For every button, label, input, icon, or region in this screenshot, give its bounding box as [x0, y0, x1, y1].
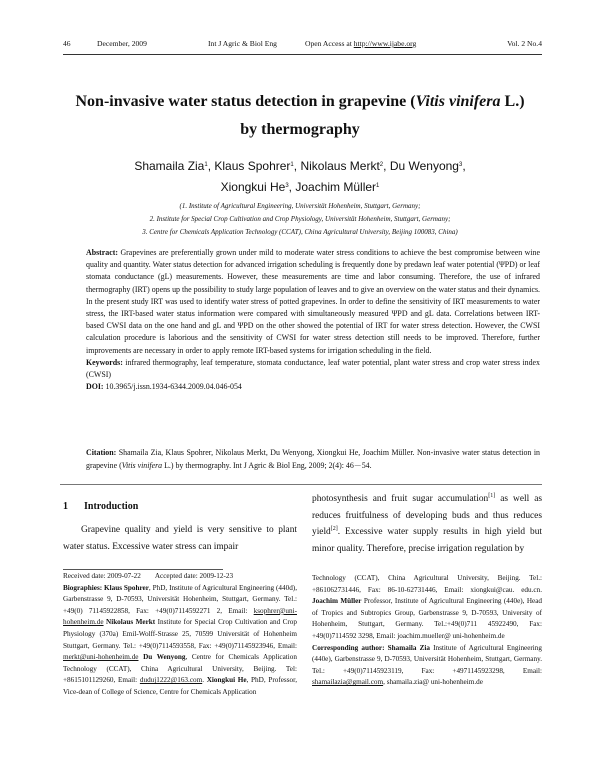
bio-text: Technology (CCAT), China Agricultural University, Beijing. Tel.: +861062731446, Fax: 86-10-62731446, Email: xiongkui@cau. edu.cn. [312, 574, 542, 594]
title-species: Vitis vinifera [415, 93, 501, 110]
body-text-run: as well as reduces fruitfulness of developing buds and thus reduces yield [312, 494, 543, 538]
citation-label: Citation: [86, 448, 117, 457]
footnote-continued [312, 573, 542, 643]
section-title: Introduction [84, 501, 139, 512]
abstract-label: Abstract: [86, 248, 118, 257]
body-text-run: photosynthesis and fruit sugar accumulation [312, 494, 489, 504]
email-link[interactable]: duduj1222@163.com [139, 676, 203, 685]
citation-text-end: L.) by thermography. Int J Agric & Biol Eng, 2009; 2(4): 46－54. [162, 460, 372, 470]
keywords [86, 357, 540, 381]
running-header [63, 39, 542, 53]
bio-text: , PhD, Institute of Agricultural Engineering (440d), Garbenstrasse 9, D-70593, Universität Hohenheim, Stuttgart, Germany. Tel.: +49(0) 71145922858, Fax: +49(0)7114592271 2, Email: [63, 583, 297, 615]
author: Klaus Spohrer [214, 159, 291, 173]
email-link[interactable]: ksophrer@uni-hohenheim.de [63, 606, 297, 627]
author-affil-sup: 3 [458, 162, 463, 168]
received-date: Received date: 2009-07-22 [63, 572, 141, 580]
corresponding-author [312, 643, 542, 689]
keywords-label: Keywords: [86, 357, 123, 367]
author-list: Shamaila Zia$^1$, Klaus Spohrer$^1$, Nikolaus Merkt$^2$, Du Wenyong$^3$, Xiongkui He$^3$, Joachim Müller$^1$ [134, 159, 466, 194]
bio-text: , Centre for Chemicals Application Technology (CCAT), China Agricultural University, Beijing. Tel: +8615101129260, Email: [63, 653, 297, 685]
journal-name: Int J Agric & Biol Eng [208, 39, 277, 48]
bio-text: , PhD, Professor, Vice-dean of College of Science, Centre for Chemicals Application [63, 676, 297, 696]
footnote-right [312, 573, 542, 689]
body-text-run: . Excessive water supply results in high yield but minor quality. Therefore, precise irrigation regulation by [312, 527, 542, 554]
author-affil-sup: 3 [285, 183, 289, 189]
title-line2: by thermography [240, 121, 360, 138]
citation-block [86, 447, 540, 472]
author: Shamaila Zia [134, 159, 205, 173]
left-column [63, 495, 297, 555]
bio-name: Joachim Müller [312, 597, 362, 606]
bio-text: Institute of Agricultural Engineering (440e), Garbenstrasse 9, D-70593, Universität Hohenheim, Stuttgart, Germany. Tel.: +49(0)71145923119, Fax: +4971145923298, Email: [312, 643, 542, 675]
bio-name: Xiongkui He [206, 676, 247, 685]
author-affil-sup: 1 [376, 183, 380, 189]
bio-text: Institute for Special Crop Cultivation and Crop Physiology (370a) Emil-Wolff-Strasse 25, 70599 Universität of Hohenheim Stuttgart, Germany. Tel.: +49(0)7114593558, Fax: +49(0)71145923946, Email: [63, 618, 297, 650]
title-line1-end: L.) [500, 93, 525, 110]
footnote-divider [63, 569, 223, 570]
right-column [312, 491, 542, 557]
doi [86, 381, 540, 393]
author-affil-sup: 2 [379, 162, 384, 168]
paper-title [40, 88, 560, 144]
affiliation: (1. Institute of Agricultural Engineering, Universität Hohenheim, Stuttgart, Germany; [179, 202, 421, 210]
author: Joachim Müller [295, 180, 377, 194]
volume-info: Vol. 2 No.4 [507, 39, 542, 48]
abstract-divider [60, 484, 542, 485]
author: Du Wenyong [389, 159, 459, 173]
citation-text-start: Shamaila Zia, Klaus Spohrer, Nikolaus Merkt, Du Wenyong, Xiongkui He, Joachim Müller. Non-invasive water status detection in grapevine ( [86, 448, 540, 470]
affiliation: 2. Institute for Special Crop Cultivation and Crop Physiology, Universität Hohenheim, Stuttgart, Germany; [149, 215, 451, 223]
author-affil-sup: 1 [290, 162, 294, 168]
title-line1-start: Non-invasive water status detection in grapevine ( [75, 93, 416, 110]
intro-paragraph-cont [312, 491, 542, 557]
author: Nikolaus Merkt [300, 159, 380, 173]
affiliation: 3. Centre for Chemicals Application Technology (CCAT), China Agricultural University, Beijing 100083, China) [142, 228, 458, 236]
corresponding-label: Corresponding author: Shamaila Zia [312, 643, 430, 652]
biographies: Biographies: Klaus Spohrer, PhD, Institute of Agricultural Engineering (440d), Garbenstrasse 9, D-70593, Universität Hohenheim, Stuttgart, Germany. Tel.: +49(0) 71145922858, Fax: +49(0)7114592271 2, Email: ksophrer@uni-hohenheim.de Nikolaus Merkt Institute for Special Crop Cultivation and Crop Physiology (370a) Emil-Wolff-Strasse 25, 70599 Universität of Hohenheim Stuttgart, Germany. Tel.: +49(0)7114593558, Fax: +49(0)71145923946, Email: merkt@uni-hohenheim.de Du Wenyong, Centre for Chemicals Application Technology (CCAT), China Agricultural University, Beijing. Tel: +8615101129260, Email: duduj1222@163.com. Xiongkui He, PhD, Professor, Vice-dean of College of Science, Centre for Chemicals Application [63, 583, 297, 696]
issue-date: December, 2009 [97, 39, 147, 48]
keywords-text: infrared thermography, leaf temperature, stomata conductance, leaf water potential, plant water stress and crop water stress index (CWSI) [86, 357, 540, 380]
footnote-left [63, 571, 297, 699]
citation-species: Vitis vinifera [121, 460, 163, 470]
bio-name: Du Wenyong [143, 653, 186, 662]
abstract-block [86, 247, 540, 393]
open-access-prefix: Open Access at [305, 39, 352, 48]
citation-ref[interactable]: [1] [488, 493, 496, 499]
bio-name: Nikolaus Merkt [106, 618, 156, 627]
accepted-date: Accepted date: 2009-12-23 [154, 572, 234, 580]
email-link[interactable]: shamailazia@gmail.com [312, 678, 384, 687]
bio-label: Biographies: [63, 583, 103, 592]
received-dates [63, 571, 297, 583]
author: Xiongkui He [220, 180, 286, 194]
header-divider [63, 54, 542, 55]
section-heading [63, 501, 297, 512]
journal-url-link[interactable]: http://www.ijabe.org [353, 39, 417, 48]
author-affil-sup: 1 [204, 162, 208, 168]
open-access-note [305, 39, 416, 48]
doi-text: 10.3965/j.issn.1934-6344.2009.04.046-054 [105, 382, 242, 392]
page-number: 46 [63, 39, 71, 48]
section-number: 1 [63, 501, 68, 512]
intro-paragraph: Grapevine quality and yield is very sensitive to plant water status. Excessive water stress can impair [63, 525, 297, 552]
email-link[interactable]: merkt@uni-hohenheim.de [63, 653, 139, 662]
bio-text: Professor, Institute of Agricultural Engineering (440e), Head of Tropics and Subtropics Group, Garbenstrasse 9, D-70593, University of Hohenheim, Stuttgart, Germany. Tel.:+49(0)711 45922490, Fax: +49(0)7114592 3298, Email: joachim.mueller@ uni-hohenheim.de [312, 597, 542, 640]
affiliations [40, 200, 560, 239]
email-secondary: , shamaila.zia@ uni-hohenheim.de [383, 678, 483, 687]
bio-name: Klaus Spohrer [104, 583, 149, 592]
abstract-text: Grapevines are preferentially grown under mild to moderate water stress conditions to achieve the best compromise between wine quality and quantity. Water status detection for advanced irrigation scheduling is frequently done by predawn leaf water potential (ΨPD) or leaf stomata conductance (gL) measurements. However, these measurements are time and labor consuming. Therefore, the use of infrared thermography (IRT) opens up the possibility to study large population of leaves and to give an overview on the water status and their dynamics. In the present study IRT was used to identify water stress of potted grapevines. In order to define the sensitivity of IRT measurements to water stress, the IRT-based water status information were compared with simultaneously measured ΨPD and gL data. Correlations between IRT-based CWSI data on the one hand and gL and ΨPD on the other showed the potential of IRT for water stress detection. However, the CWSI calculation procedure is laborious and the sensitivity of CWSI for water stress detection still needs to be improved. Therefore, further improvements are necessary in order to apply remote IRT-based systems for irrigation scheduling in the field. [86, 248, 540, 355]
citation-ref[interactable]: [2] [330, 526, 338, 533]
abstract [86, 247, 540, 357]
doi-label: DOI: [86, 382, 104, 392]
